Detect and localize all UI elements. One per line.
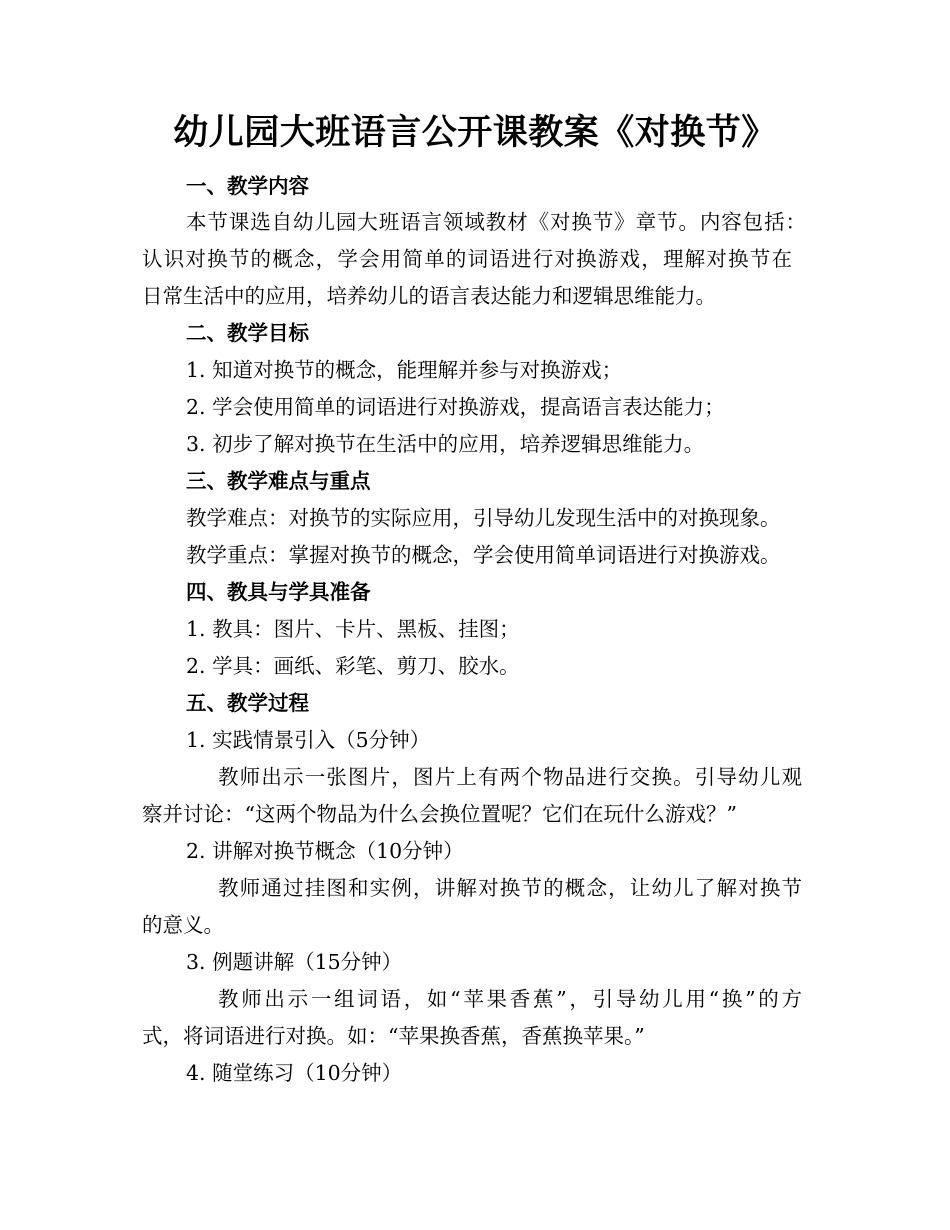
process-step-line: 教师通过挂图和实例，讲解对换节的概念，让幼儿了解对换节	[218, 876, 802, 900]
process-step-line: 的意义。	[142, 913, 224, 937]
paragraph-line: 日常生活中的应用，培养幼儿的语言表达能力和逻辑思维能力。	[142, 284, 716, 308]
paragraph-line: 认识对换节的概念，学会用简单的词语进行对换游戏，理解对换节在	[142, 247, 792, 271]
process-step-line: 察并讨论：“这两个物品为什么会换位置呢？它们在玩什么游戏？”	[142, 802, 737, 826]
section-heading-key-points: 三、教学难点与重点	[186, 469, 371, 493]
list-item: 1. 知道对换节的概念，能理解并参与对换游戏；	[186, 358, 623, 382]
section-heading-materials: 四、教具与学具准备	[186, 580, 371, 604]
section-heading-process: 五、教学过程	[186, 691, 309, 715]
process-step-title: 1. 实践情景引入（5分钟）	[186, 728, 431, 752]
process-step-line: 教师出示一张图片，图片上有两个物品进行交换。引导幼儿观	[218, 765, 802, 789]
difficulty-text: 教学难点：对换节的实际应用，引导幼儿发现生活中的对换现象。	[186, 506, 781, 530]
section-heading-goals: 二、教学目标	[186, 321, 309, 345]
process-step-title: 2. 讲解对换节概念（10分钟）	[186, 839, 464, 863]
process-step-title: 3. 例题讲解（15分钟）	[186, 950, 403, 974]
process-step-title: 4. 随堂练习（10分钟）	[186, 1061, 403, 1085]
list-item: 3. 初步了解对换节在生活中的应用，培养逻辑思维能力。	[186, 432, 705, 456]
section-heading-content: 一、教学内容	[186, 174, 309, 198]
process-step-line: 式，将词语进行对换。如：“苹果换香蕉，香蕉换苹果。”	[142, 1024, 645, 1048]
paragraph-line: 本节课选自幼儿园大班语言领域教材《对换节》章节。内容包括：	[186, 210, 806, 234]
document-title: 幼儿园大班语言公开课教案《对换节》	[173, 112, 777, 153]
list-item: 1. 教具：图片、卡片、黑板、挂图；	[186, 617, 520, 641]
process-step-line: 教师出示一组词语，如“苹果香蕉”，引导幼儿用“换”的方	[218, 987, 802, 1011]
focus-text: 教学重点：掌握对换节的概念，学会使用简单词语进行对换游戏。	[186, 543, 781, 567]
list-item: 2. 学会使用简单的词语进行对换游戏，提高语言表达能力；	[186, 395, 725, 419]
list-item: 2. 学具：画纸、彩笔、剪刀、胶水。	[186, 654, 520, 678]
